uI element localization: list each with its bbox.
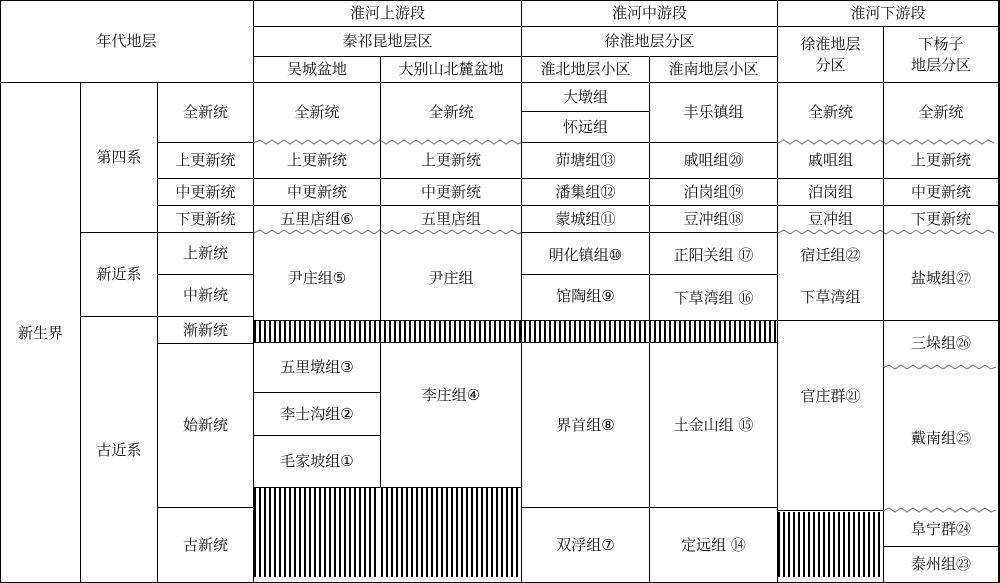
huainan-zhengyangguan-formation: 正阳关组 ⑰ [673, 245, 754, 264]
huaibei-huaiyuan-formation: 怀远组 [562, 117, 608, 136]
system-quaternary: 第四系 [96, 148, 142, 167]
dabieshan-lizhuang-formation: 李庄组④ [421, 386, 481, 405]
dabieshan-upper-pleistocene-cell: 上更新统 [420, 151, 481, 170]
header-middle-reach: 淮河中游段 [611, 3, 687, 22]
xiayangzi-funing-group: 阜宁群㉔ [910, 519, 971, 538]
header-lower-reach: 淮河下游段 [850, 3, 926, 22]
dabieshan-middle-pleistocene-cell: 中更新统 [420, 182, 481, 201]
system-paleogene: 古近系 [96, 440, 142, 459]
hiatus-dabieshan-lower-hatch [381, 488, 521, 577]
xiayangzi-lower-pleistocene-cell: 下更新统 [910, 209, 971, 228]
header-qinqikun-region: 秦祁昆地层区 [342, 32, 433, 51]
series-oligocene: 渐新统 [182, 320, 228, 339]
xiayangzi-dainan-formation: 戴南组㉕ [910, 428, 971, 447]
series-lower-pleistocene: 下更新统 [175, 209, 236, 228]
huaibei-shuangfu-formation: 双浮组⑦ [556, 536, 615, 555]
xiayangzi-holocene-cell: 全新统 [918, 103, 964, 122]
xuhuai-qiju-formation: 戚咀组 [807, 151, 853, 170]
series-upper-pleistocene: 上更新统 [175, 151, 236, 170]
series-middle-pleistocene: 中更新统 [175, 182, 236, 201]
wucheng-wulidun-formation: 五里墩组③ [280, 358, 354, 377]
huainan-fenglezhen-formation: 丰乐镇组 [683, 103, 744, 122]
xuhuai-guanzhuang-group: 官庄群㉑ [800, 386, 861, 405]
huaibei-guantao-formation: 馆陶组⑨ [556, 286, 615, 305]
dabieshan-holocene-cell: 全新统 [428, 103, 474, 122]
huainan-xiacaowan-formation: 下草湾组 ⑯ [673, 288, 754, 307]
header-upper-reach: 淮河上游段 [349, 3, 425, 22]
wucheng-yinzhuang-formation: 尹庄组⑤ [287, 268, 347, 287]
header-dabieshan-basin: 大别山北麓盆地 [398, 60, 504, 79]
huainan-bogang-formation: 泊岗组⑲ [683, 182, 744, 201]
huaibei-minghuazhen-formation: 明化镇组⑩ [548, 245, 623, 264]
row-divider [778, 510, 883, 511]
wucheng-maojiapo-formation: 毛家坡组① [280, 452, 354, 471]
hiatus-xuhuai-paleocene-hatch [778, 512, 883, 577]
system-neogene: 新近系 [96, 265, 142, 284]
xiayangzi-upper-pleistocene-cell: 上更新统 [910, 151, 971, 170]
series-paleocene: 古新统 [182, 536, 228, 555]
huainan-dingyuan-formation: 定远组 ⑭ [681, 536, 746, 555]
xuhuai-holocene-cell: 全新统 [807, 103, 853, 122]
row-divider [254, 487, 521, 488]
xiayangzi-sanduo-formation: 三垛组㉖ [910, 333, 971, 352]
erathem-cenozoic: 新生界 [17, 323, 63, 342]
huaibei-mengcheng-formation: 蒙城组⑪ [555, 209, 616, 228]
dabieshan-yinzhuang-formation: 尹庄组 [428, 268, 474, 287]
series-miocene: 中新统 [182, 286, 228, 305]
header-xiayangzi-subregion: 下杨子 地层分区 [910, 35, 971, 74]
hiatus-oligocene-hatch [254, 321, 778, 342]
row-divider [522, 232, 777, 233]
series-holocene: 全新统 [182, 103, 228, 122]
series-eocene: 始新统 [182, 416, 228, 435]
wucheng-holocene-cell: 全新统 [294, 103, 340, 122]
hiatus-wucheng-paleocene-hatch [254, 488, 379, 577]
header-xuhuai-region: 徐淮地层分区 [604, 32, 695, 51]
xuhuai-suqian-formation: 宿迁组㉒ [800, 245, 861, 264]
xuhuai-xiacaowan-formation: 下草湾组 [800, 288, 861, 307]
huaibei-maotang-formation: 茆塘组⑬ [555, 151, 616, 170]
huainan-tujinshan-formation: 土金山组 ⑮ [673, 415, 754, 434]
header-huainan-district: 淮南地层小区 [668, 60, 759, 79]
huainan-douchong-formation: 豆冲组⑱ [683, 209, 744, 228]
huaibei-jieshou-formation: 界首组⑧ [556, 415, 615, 434]
wucheng-middle-pleistocene-cell: 中更新统 [286, 182, 347, 201]
xuhuai-bogang-formation: 泊岗组 [807, 182, 853, 201]
xiayangzi-yancheng-formation: 盐城组㉗ [910, 268, 971, 287]
header-huaibei-district: 淮北地层小区 [540, 60, 631, 79]
series-pliocene: 上新统 [182, 244, 228, 263]
header-wucheng-basin: 吴城盆地 [286, 60, 347, 79]
huaibei-dadun-formation: 大墩组 [562, 87, 608, 106]
xiayangzi-taizhou-formation: 泰州组㉓ [910, 555, 971, 574]
huainan-qiju-formation: 戚咀组⑳ [683, 151, 744, 170]
dabieshan-wulidian-formation: 五里店组 [420, 209, 481, 228]
wucheng-upper-pleistocene-cell: 上更新统 [286, 151, 347, 170]
xiayangzi-middle-pleistocene-cell: 中更新统 [910, 182, 971, 201]
header-xuhuai-subregion: 徐淮地层 分区 [800, 35, 861, 74]
xuhuai-douchong-formation: 豆冲组 [807, 209, 853, 228]
huaibei-panji-formation: 潘集组⑫ [555, 182, 616, 201]
header-era-stratum: 年代地层 [96, 31, 157, 50]
wucheng-lishigou-formation: 李士沟组② [280, 404, 354, 423]
wucheng-wulidian-formation: 五里店组⑥ [280, 209, 354, 228]
